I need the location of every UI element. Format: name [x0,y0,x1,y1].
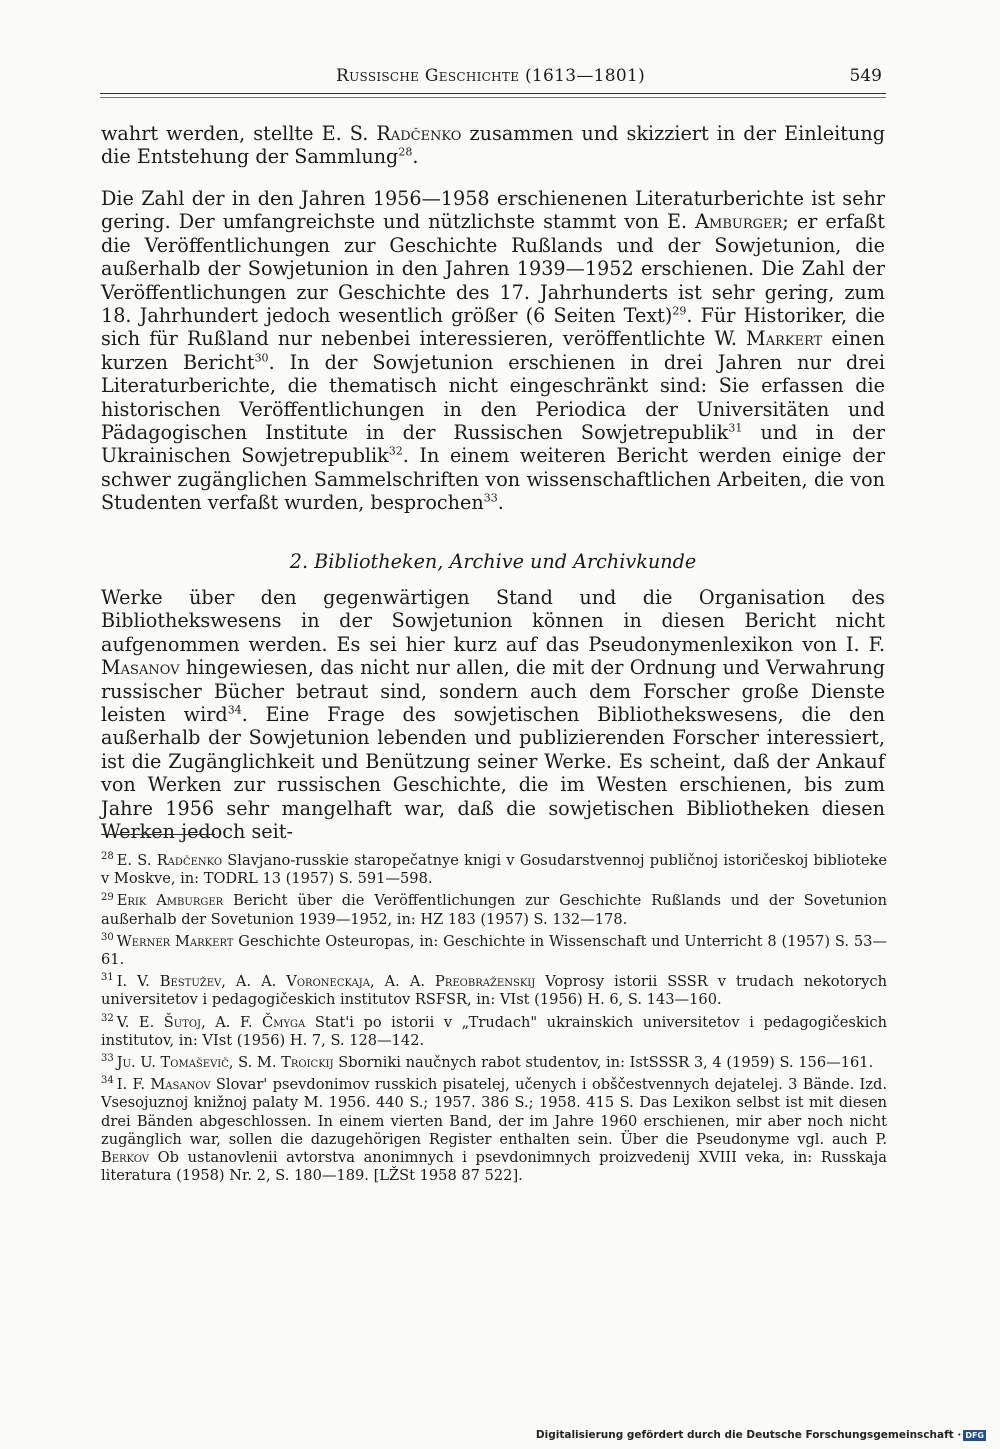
footnote-ref: 29 [672,304,687,318]
dfg-logo: DFG [965,1430,984,1440]
footnote-28: $^{28}$ E. S. Radčenko Slavjano-russkie staropečatnye knigi v Gosudarstvennoj publičnoj istoričeskoj biblioteke v Moskve, in: TODRL 13 (1957) S. 591—598. [101,851,888,888]
footnote-ref: 31 [728,421,743,435]
paragraph-3: Werke über den gegenwärtigen Stand und die Organisation des Bibliothekswesens in der Sowjetunion können in diesen Bericht nicht aufgenommen werden. Es sei hier kurz auf das Pseudonymenlexikon von I. F. Masanov hingewiesen, das nicht nur allen, die mit der Ordnung und Verwahrung russischer Bücher betraut sind, sondern auch dem Forscher große Dienste leisten wird$^{34}$. Eine Frage des sowjetischen Bibliothekswesens, die den außerhalb der Sowjetunion lebenden und publizierenden Forscher interessiert, ist die Zugänglichkeit und Benützung seiner Werke. Es scheint, daß der Ankauf von Werken zur russischen Geschichte, die im Westen erschienen, bis zum Jahre 1956 sehr mangelhaft war, daß die sowjetischen Bibliotheken diesen Werken jedoch seit- [101,586,885,844]
running-header [100,66,886,90]
header-rule [100,93,886,94]
footnote-separator [101,834,215,835]
digitization-credit: Digitalisierung gefördert durch die Deutsche Forschungsgemeinschaft · DFG [535,1429,984,1441]
footnote-ref: 30 [254,351,269,365]
header-rule-thin [100,97,886,98]
footnote-33: $^{33}$ Ju. U. Tomaševič, S. M. Troickij Sborniki naučnych rabot studentov, in: IstSSSR 3, 4 (1959) S. 156—161. [101,1053,874,1072]
footnotes [101,852,887,1189]
footnote-34: $^{34}$ I. F. Masanov Slovar' psevdonimov russkich pisatelej, učenych i obščestvennych dejatelej. 3 Bände. Izd. Vsesojuznoj knižnoj palaty M. 1956. 440 S.; 1957. 386 S.; 1958. 415 S. Das Lexikon selbst ist mit diesen drei Bänden abgeschlossen. In einem vierten Band, der im Jahre 1960 erschienen, mir aber noch nicht zugänglich war, sollen die dazugehörigen Register enthalten sein. Über die Pseudonyme vgl. auch P. Berkov Ob ustanovlenii avtorstva anonimnych i psevdonimnych proizvedenij XVIII veka, in: Russkaja literatura (1958) Nr. 2, S. 180—189. [LŽSt 1958 87 522]. [101,1075,887,1185]
section-heading: 2. Bibliotheken, Archive und Archivkunde [289,550,697,573]
footnote-ref: 34 [227,703,242,717]
footnote-ref: 28 [398,146,413,160]
author-name: Markert [746,327,823,351]
footnote-32: $^{32}$ V. E. Šutoj, A. F. Čmyga Stat'i po istorii v „Trudach" ukrainskich universitetov i pedagogičeskich institutov, in: VIst (1956) H. 7, S. 128—142. [101,1012,887,1049]
footnote-ref: 32 [388,445,403,459]
footnote-ref: 33 [483,491,498,505]
author-name: Radčenko [376,122,462,145]
footnote-31: $^{31}$ I. V. Bestužev, A. A. Voroneckaja, A. A. Preobraženskij Voprosy istorii SSSR v trudach nekotorych universitetov i pedagogičeskich institutov RSFSR, in: VIst (1956) H. 6, S. 143—160. [101,972,888,1009]
paragraph-1: wahrt werden, stellte E. S. Radčenko zusammen und skizziert in der Einleitung die Entstehung der Sammlung$^{28}$. [101,122,885,169]
author-name: Amburger [695,210,783,234]
running-title: Russische Geschichte (1613—1801) [336,66,646,86]
author-name: Masanov [101,656,180,680]
footnote-30: $^{30}$ Werner Markert Geschichte Osteuropas, in: Geschichte in Wissenschaft und Unterricht 8 (1957) S. 53—61. [101,931,887,969]
page-number: 549 [849,66,882,86]
footnote-29: $^{29}$ Erik Amburger Bericht über die Veröffentlichungen zur Geschichte Rußlands und der Sovetunion außerhalb der Sovetunion 1939—1952, in: HZ 183 (1957) S. 132—178. [101,891,887,928]
paragraph-2: Die Zahl der in den Jahren 1956—1958 erschienenen Literaturberichte ist sehr gering. Der umfangreichste und nützlichste stammt von E. Amburger; er erfaßt die Veröffentlichungen zur Geschichte Rußlands und der Sowjetunion, die außerhalb der Sowjetunion in den Jahren 1939—1952 erschienen. Die Zahl der Veröffentlichungen zur Geschichte des 17. Jahrhunderts ist sehr gering, zum 18. Jahrhundert jedoch wesentlich größer (6 Seiten Text)$^{29}$. Für Historiker, die sich für Rußland nur nebenbei interessieren, veröffentlichte W. Markert einen kurzen Bericht$^{30}$. In der Sowjetunion erschienen in drei Jahren nur drei Literaturberichte, die thematisch nicht eingeschränkt sind: Sie erfassen die historischen Veröffentlichungen in den Periodica der Universitäten und Pädagogischen Institute in der Russischen Sowjetrepublik$^{31}$ und in der Ukrainischen Sowjetrepublik$^{32}$. In einem weiteren Bericht werden einige der schwer zugänglichen Sammelschriften von wissenschaftlichen Arbeiten, die von Studenten verfaßt wurden, besprochen$^{33}$. [101,187,885,515]
